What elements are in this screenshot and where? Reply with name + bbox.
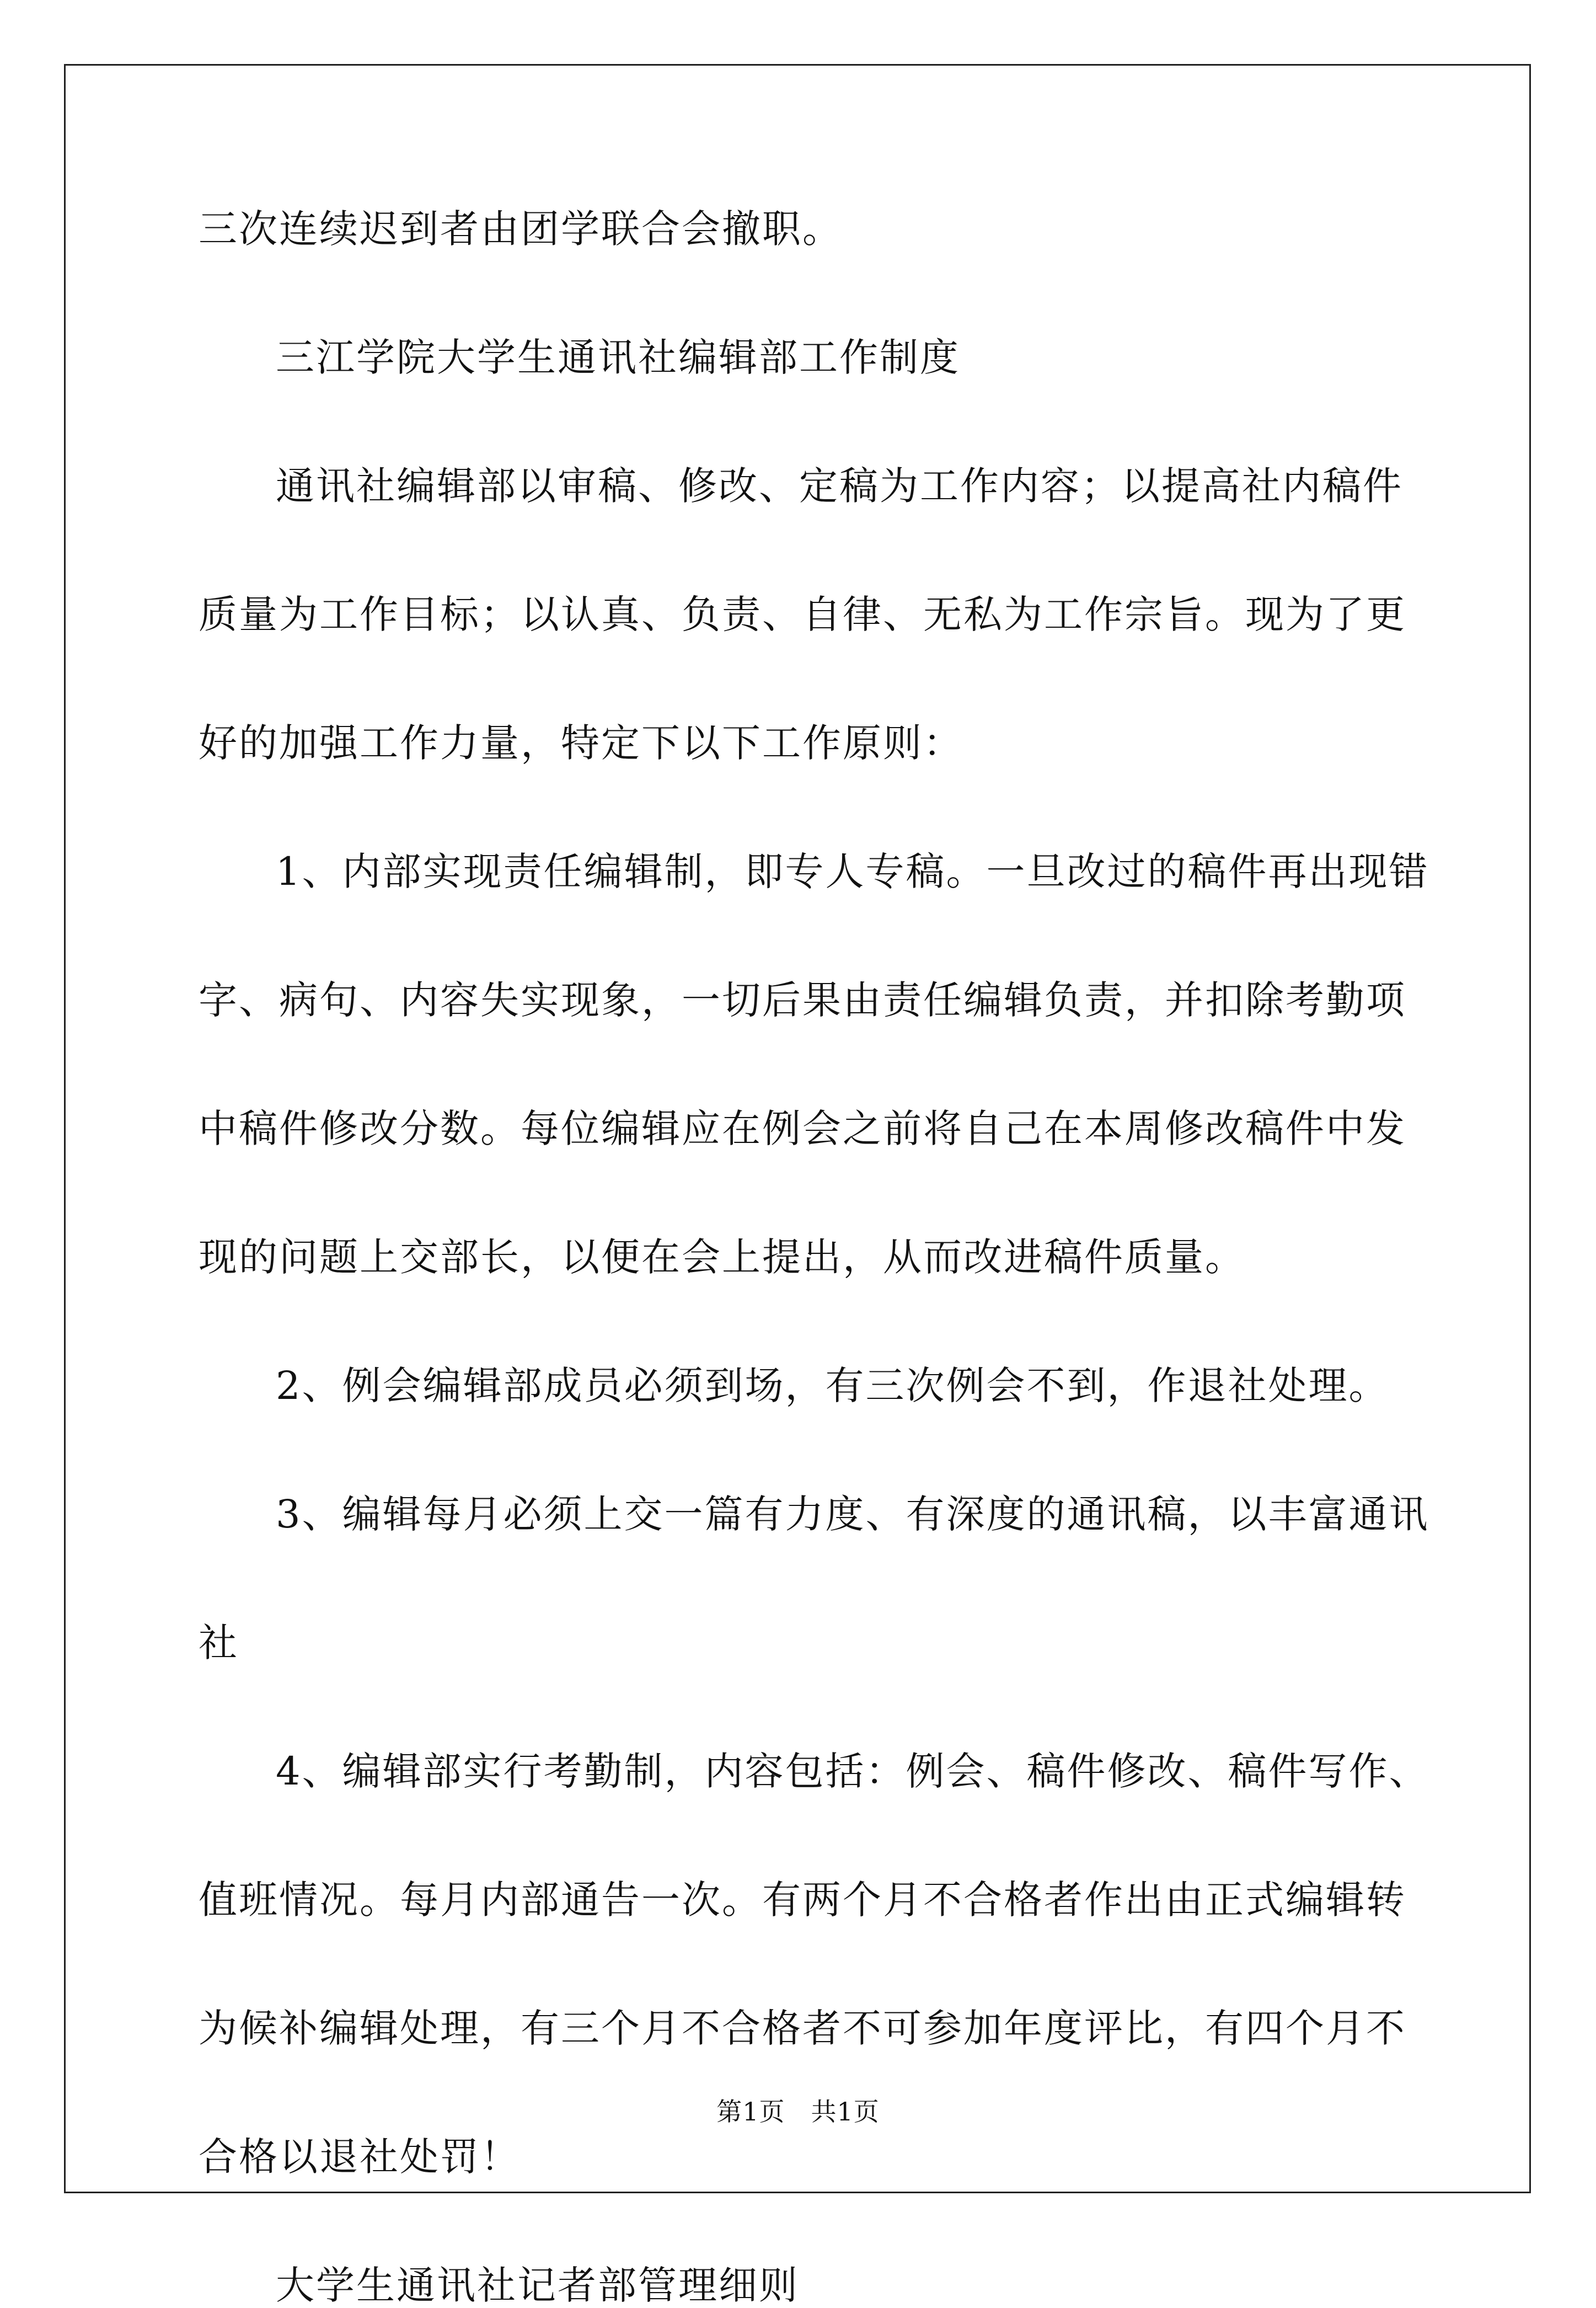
paragraph-line: 值班情况。每月内部通告一次。有两个月不合格者作出由正式编辑转	[199, 1877, 1406, 1922]
paragraph-line: 通讯社编辑部以审稿、修改、定稿为工作内容；以提高社内稿件	[276, 463, 1403, 509]
rule-item-4: 4、编辑部实行考勤制，内容包括：例会、稿件修改、稿件写作、	[276, 1749, 1429, 1794]
section-heading: 三江学院大学生通讯社编辑部工作制度	[276, 335, 960, 380]
paragraph-line: 社	[199, 1620, 239, 1665]
page-number: 第1页 共1页	[716, 2097, 880, 2127]
rule-item-2: 2、例会编辑部成员必须到场，有三次例会不到，作退社处理。	[276, 1363, 1389, 1408]
text-line: 三次连续迟到者由团学联合会撤职。	[199, 206, 843, 252]
paragraph-line: 质量为工作目标；以认真、负责、自律、无私为工作宗旨。现为了更	[199, 592, 1406, 637]
rule-item-1: 1、内部实现责任编辑制，即专人专稿。一旦改过的稿件再出现错	[276, 849, 1429, 894]
paragraph-line: 中稿件修改分数。每位编辑应在例会之前将自己在本周修改稿件中发	[199, 1106, 1406, 1151]
document-body	[199, 206, 1429, 2308]
rule-item-3: 3、编辑每月必须上交一篇有力度、有深度的通讯稿，以丰富通讯	[276, 1492, 1429, 1537]
section-heading: 大学生通讯社记者部管理细则	[276, 2263, 799, 2308]
paragraph-line: 合格以退社处罚！	[199, 2134, 521, 2179]
paragraph-line: 现的问题上交部长，以便在会上提出，从而改进稿件质量。	[199, 1235, 1245, 1280]
paragraph-line: 字、病句、内容失实现象，一切后果由责任编辑负责，并扣除考勤项	[199, 977, 1406, 1023]
paragraph-line: 为候补编辑处理，有三个月不合格者不可参加年度评比，有四个月不	[199, 2006, 1406, 2051]
paragraph-line: 好的加强工作力量，特定下以下工作原则：	[199, 720, 963, 766]
